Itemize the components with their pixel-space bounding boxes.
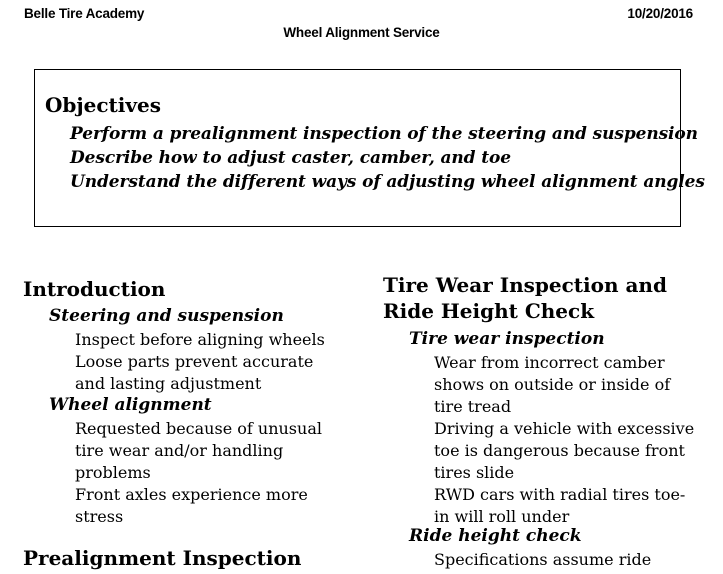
tire-wear-heading-line2: Ride Height Check — [383, 299, 595, 323]
bullet-line: problems — [75, 463, 151, 482]
bullet-line: shows on outside or inside of — [434, 375, 671, 394]
bullet-line: Requested because of unusual — [75, 419, 322, 438]
bullet-line: tire tread — [434, 397, 512, 416]
bullet-line: Inspect before aligning wheels — [75, 330, 325, 349]
bullet-line: in will roll under — [434, 507, 570, 526]
introduction-heading: Introduction — [23, 277, 166, 301]
section-title-wheel-alignment: Wheel alignment — [49, 395, 212, 415]
bullet-line: toe is dangerous because front — [434, 441, 685, 460]
bullet-line: Front axles experience more — [75, 485, 308, 504]
bullet-line: Loose parts prevent accurate — [75, 352, 314, 371]
bullet-line: Driving a vehicle with excessive — [434, 419, 695, 438]
objective-item: Understand the different ways of adjusting wheel alignment angles — [70, 172, 705, 192]
bullet-line: and lasting adjustment — [75, 374, 262, 393]
objective-item: Describe how to adjust caster, camber, and toe — [70, 148, 511, 168]
document-title: Wheel Alignment Service — [283, 25, 440, 40]
bullet-line: tire wear and/or handling — [75, 441, 284, 460]
section-title-steering: Steering and suspension — [49, 306, 284, 326]
document-date: 10/20/2016 — [627, 6, 693, 21]
objective-item: Perform a prealignment inspection of the steering and suspension — [70, 124, 698, 144]
objectives-heading: Objectives — [45, 93, 161, 117]
tire-wear-heading-line1: Tire Wear Inspection and — [383, 273, 667, 297]
bullet-line: tires slide — [434, 463, 515, 482]
organization-name: Belle Tire Academy — [24, 6, 145, 21]
bullet-line: Wear from incorrect camber — [434, 353, 665, 372]
section-title-ride-height: Ride height check — [409, 526, 582, 546]
bullet-line: stress — [75, 507, 124, 526]
bullet-line: Specifications assume ride — [434, 550, 652, 569]
bullet-line: RWD cars with radial tires toe- — [434, 485, 686, 504]
section-title-tire-wear: Tire wear inspection — [409, 329, 605, 349]
prealignment-heading: Prealignment Inspection — [23, 546, 302, 570]
